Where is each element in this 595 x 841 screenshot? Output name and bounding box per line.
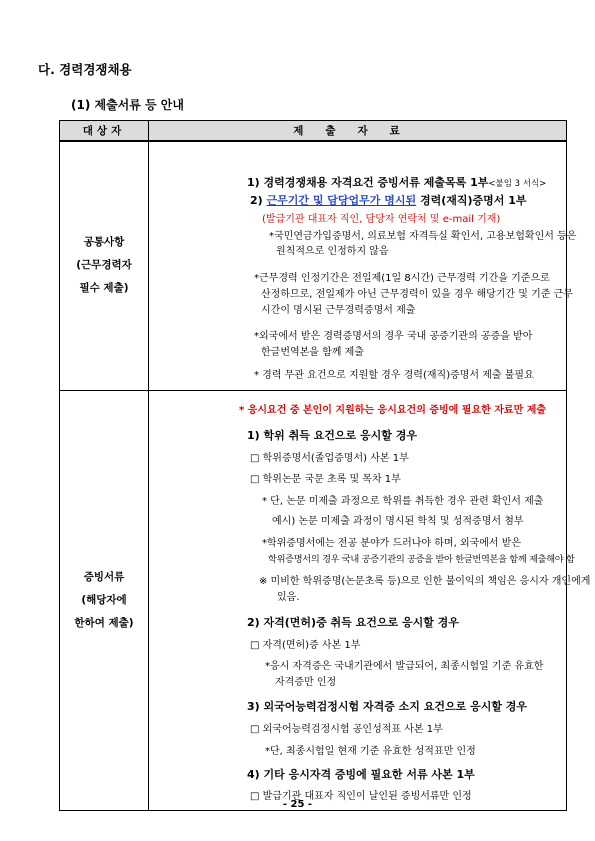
evidence-heading-3: 3) 외국어능력검정시험 자격증 소지 요건으로 응시할 경우 bbox=[247, 699, 528, 713]
row-label-line: 한하여 제출) bbox=[74, 616, 134, 629]
table-header-row bbox=[60, 121, 567, 142]
license-note-1a: *응시 자격증은 국내기관에서 발급되어, 최종시험일 기준 유효한 bbox=[265, 660, 544, 672]
table-row-evidence bbox=[60, 390, 567, 810]
row-label-line: 공통사항 bbox=[83, 236, 125, 249]
row-label-line: (해당자에 bbox=[81, 593, 127, 606]
row-label-line: (근무경력자 bbox=[76, 259, 132, 272]
degree-item-1: □ 학위증명서(졸업증명서) 사본 1부 bbox=[250, 452, 409, 464]
evidence-heading-2: 2) 자격(면허)증 취득 요건으로 응시할 경우 bbox=[247, 615, 459, 629]
common-item-2-note: (발급기관 대표자 직인, 담당자 연락처 및 e-mail 기재) bbox=[262, 214, 501, 225]
evidence-heading-1: 1) 학위 취득 요건으로 응시할 경우 bbox=[247, 428, 417, 442]
license-item-1: □ 자격(면허)증 사본 1부 bbox=[250, 639, 361, 651]
other-item-1: □ 발급기관 대표자 직인이 날인된 증빙서류만 인정 bbox=[250, 790, 472, 802]
page-number: - 25 - bbox=[282, 799, 313, 810]
common-note-2b: 산정하므로, 전일제가 아닌 근무경력이 있을 경우 해당기간 및 기준 근무 bbox=[261, 289, 573, 300]
common-note-2a: *근무경력 인정기간은 전일제(1일 8시간) 근무경력 기간을 기준으로 bbox=[254, 273, 550, 284]
common-note-3b: 한글번역본을 함께 제출 bbox=[261, 347, 364, 358]
evidence-heading-4: 4) 기타 응시자격 증빙에 필요한 서류 사본 1부 bbox=[247, 767, 475, 781]
subsection-title: (1) 제출서류 등 안내 bbox=[71, 98, 184, 112]
row-content-common bbox=[149, 141, 577, 390]
row-label-line: 증빙서류 bbox=[83, 570, 125, 583]
evidence-notice: * 응시요건 중 본인이 지원하는 응시요건의 증빙에 필요한 자료만 제출 bbox=[239, 404, 547, 416]
language-item-1: □ 외국어능력검정시험 공인성적표 사본 1부 bbox=[250, 723, 443, 735]
language-note-1: *단, 최종시험일 현재 기준 유효한 성적표만 인정 bbox=[265, 745, 476, 757]
submission-table bbox=[59, 120, 591, 811]
common-item-2: 2) 근무기간 및 담당업무가 명시된 경력(재직)증명서 1부 bbox=[250, 194, 527, 207]
degree-note-3b: 있음. bbox=[277, 591, 300, 603]
common-note-1b: 원칙적으로 인정하지 않음 bbox=[276, 246, 389, 257]
common-note-1a: *국민연금가입증명서, 의료보험 자격득실 확인서, 고용보험확인서 등은 bbox=[269, 231, 577, 242]
common-item-1: 1) 경력경쟁채용 자격요건 증빙서류 제출목록 1부<붙임 3 서식> bbox=[247, 176, 547, 189]
header-target: 대상자 bbox=[60, 121, 149, 142]
row-label-line: 필수 제출) bbox=[79, 282, 129, 295]
header-documents: 제출자료 bbox=[149, 121, 567, 142]
table-row-common bbox=[60, 141, 567, 390]
row-content-evidence bbox=[149, 390, 591, 810]
degree-note-2a: *학위증명서에는 전공 분야가 드러나야 하며, 외국에서 받은 bbox=[262, 537, 522, 549]
degree-note-3a: ※ 미비한 학위증명(논문초록 등)으로 인한 불이익의 책임은 응시자 개인에게 bbox=[259, 575, 591, 587]
degree-item-2: □ 학위논문 국문 초록 및 목차 1부 bbox=[250, 473, 401, 485]
row-label-evidence bbox=[60, 390, 149, 810]
degree-note-2b: 학위증명서의 경우 국내 공증기관의 공증을 받아 한글번역본을 함께 제출해야 함 bbox=[268, 553, 575, 565]
common-note-2c: 시간이 명시된 근무경력증명서 제출 bbox=[261, 305, 416, 316]
row-label-common bbox=[60, 141, 149, 390]
section-title: 다. 경력경쟁채용 bbox=[38, 62, 132, 77]
common-note-3a: *외국에서 받은 경력증명서의 경우 국내 공증기관의 공증을 받아 bbox=[254, 331, 533, 342]
common-note-4: * 경력 무관 요건으로 지원할 경우 경력(재직)증명서 제출 불필요 bbox=[254, 370, 534, 381]
degree-note-1a: * 단, 논문 미제출 과정으로 학위를 취득한 경우 관련 확인서 제출 bbox=[262, 495, 544, 507]
license-note-1b: 자격증만 인정 bbox=[275, 676, 337, 688]
degree-note-1b: 예시) 논문 미제출 과정이 명시된 학칙 및 성적증명서 첨부 bbox=[272, 515, 524, 527]
